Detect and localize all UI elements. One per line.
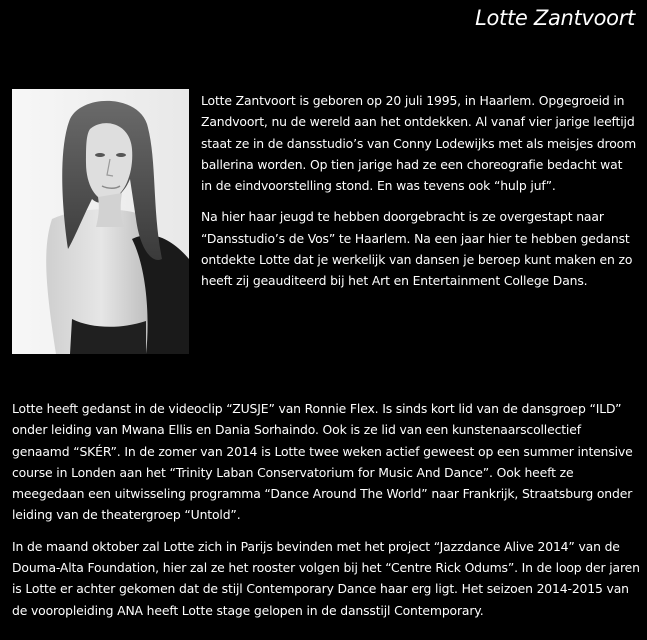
body-text bbox=[12, 398, 640, 621]
portrait-photo bbox=[12, 89, 189, 354]
intro-paragraph-2: Na hier haar jeugd te hebben doorgebracht is ze overgestapt naar “Dansstudio’s de Vos” te Haarlem. Na een jaar hier te hebben gedanst ontdekte Lotte dat je werkelijk van dansen je beroep kunt maken en zo heeft zij geauditeerd bij het Art en Entertainment College Dans. bbox=[201, 209, 633, 289]
body-paragraph-2: In de maand oktober zal Lotte zich in Parijs bevinden met het project “Jazzdance Alive 2014” van de Douma-Alta Foundation, hier zal ze het rooster volgen bij het “Centre Rick Odums”. In de loop der jaren is Lotte er achter gekomen dat de stijl Contemporary Dance haar erg ligt. Het seizoen 2014-2015 van de vooropleiding ANA heeft Lotte stage gelopen in de dansstijl Contemporary. bbox=[12, 538, 640, 618]
portrait-illustration bbox=[12, 89, 189, 354]
page-title: Lotte Zantvoort bbox=[475, 6, 635, 30]
intro-paragraph-1: Lotte Zantvoort is geboren op 20 juli 1995, in Haarlem. Opgegroeid in Zandvoort, nu de wereld aan het ontdekken. Al vanaf vier jarige leeftijd staat ze in de dansstudio’s van Conny Lodewijks met als meisjes droom ballerina worden. Op tien jarige had ze een choreografie bedacht wat in de eindvoorstelling stond. En was tevens ook “hulp juf”. bbox=[201, 93, 636, 194]
body-paragraph-1: Lotte heeft gedanst in de videoclip “ZUSJE” van Ronnie Flex. Is sinds kort lid van de dansgroep “ILD” onder leiding van Mwana Ellis en Dania Sorhaindo. Ook is ze lid van een kunstenaarscollectief genaamd “SKÉR”. In de zomer van 2014 is Lotte twee weken actief geweest op een summer intensive course in Londen aan het “Trinity Laban Conservatorium for Music And Dance”. Ook heeft ze meegedaan een uitwisseling programma “Dance Around The World” naar Frankrijk, Straatsburg onder leiding van de theatergroep “Untold”. bbox=[12, 401, 633, 523]
intro-text bbox=[201, 90, 637, 292]
